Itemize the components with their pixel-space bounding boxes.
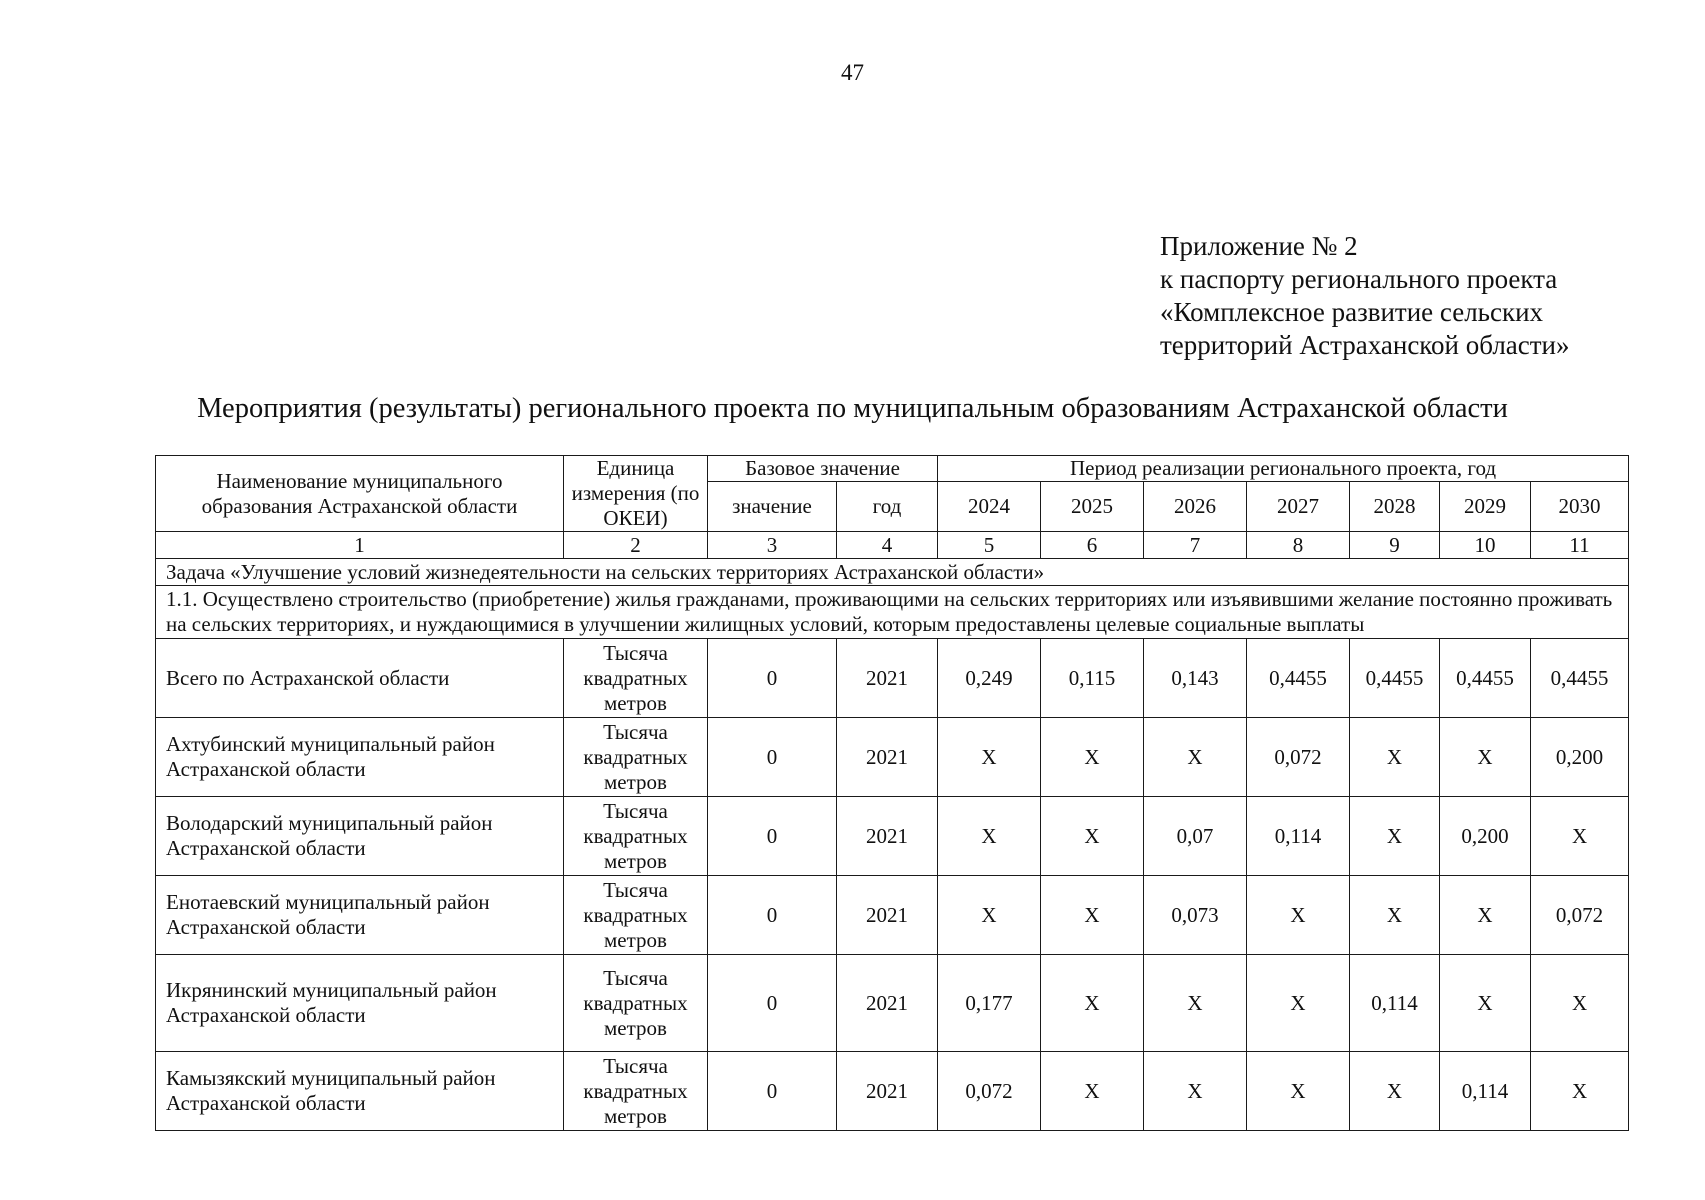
value-cell: X	[1144, 1052, 1247, 1131]
base-value-cell: 0	[708, 718, 837, 797]
appendix-line: территорий Астраханской области»	[1160, 330, 1570, 360]
value-cell: X	[1247, 1052, 1350, 1131]
column-number: 7	[1144, 532, 1247, 559]
document-title: Мероприятия (результаты) регионального проекта по муниципальным образованиям Астраханской области	[197, 393, 1508, 424]
value-cell: X	[1350, 718, 1440, 797]
value-cell: 0,114	[1350, 955, 1440, 1052]
header-year: 2026	[1144, 482, 1247, 532]
value-cell: X	[1350, 1052, 1440, 1131]
base-value-cell: 0	[708, 955, 837, 1052]
header-year: 2024	[938, 482, 1041, 532]
column-number: 8	[1247, 532, 1350, 559]
header-unit: Единица измерения (по ОКЕИ)	[564, 456, 708, 532]
value-cell: X	[1144, 718, 1247, 797]
base-year-cell: 2021	[837, 639, 938, 718]
value-cell: X	[1440, 955, 1531, 1052]
unit-cell: Тысяча квадратных метров	[564, 718, 708, 797]
task-text: Задача «Улучшение условий жизнедеятельности на сельских территориях Астраханской области»	[156, 559, 1629, 586]
unit-cell: Тысяча квадратных метров	[564, 876, 708, 955]
value-cell: X	[938, 718, 1041, 797]
header-row	[156, 456, 1629, 482]
base-year-cell: 2021	[837, 797, 938, 876]
value-cell: X	[1041, 718, 1144, 797]
value-cell: 0,114	[1440, 1052, 1531, 1131]
header-year: 2027	[1247, 482, 1350, 532]
header-year: 2029	[1440, 482, 1531, 532]
base-value-cell: 0	[708, 797, 837, 876]
base-year-cell: 2021	[837, 718, 938, 797]
header-name: Наименование муниципального образования Астраханской области	[156, 456, 564, 532]
task-row	[156, 559, 1629, 586]
appendix-line: Приложение № 2	[1160, 231, 1358, 261]
value-cell: 0,072	[938, 1052, 1041, 1131]
column-number: 1	[156, 532, 564, 559]
results-table	[155, 455, 1629, 1131]
unit-cell: Тысяча квадратных метров	[564, 639, 708, 718]
column-number: 5	[938, 532, 1041, 559]
table-row	[156, 718, 1629, 797]
value-cell: X	[1247, 955, 1350, 1052]
header-year: 2028	[1350, 482, 1440, 532]
value-cell: X	[1144, 955, 1247, 1052]
value-cell: X	[1350, 876, 1440, 955]
value-cell: X	[1440, 876, 1531, 955]
value-cell: 0,4455	[1350, 639, 1440, 718]
table-row	[156, 797, 1629, 876]
value-cell: X	[938, 797, 1041, 876]
column-number: 6	[1041, 532, 1144, 559]
base-year-cell: 2021	[837, 1052, 938, 1131]
header-base-group: Базовое значение	[708, 456, 938, 482]
table-row	[156, 876, 1629, 955]
base-value-cell: 0	[708, 876, 837, 955]
table-row	[156, 1052, 1629, 1131]
value-cell: 0,4455	[1440, 639, 1531, 718]
column-number: 3	[708, 532, 837, 559]
value-cell: X	[1531, 797, 1629, 876]
column-number-row	[156, 532, 1629, 559]
value-cell: X	[1041, 955, 1144, 1052]
base-year-cell: 2021	[837, 955, 938, 1052]
value-cell: X	[1041, 797, 1144, 876]
value-cell: 0,115	[1041, 639, 1144, 718]
value-cell: X	[1531, 1052, 1629, 1131]
header-base-value: значение	[708, 482, 837, 532]
value-cell: X	[1440, 718, 1531, 797]
value-cell: 0,200	[1531, 718, 1629, 797]
value-cell: 0,200	[1440, 797, 1531, 876]
header-year: 2025	[1041, 482, 1144, 532]
value-cell: X	[1350, 797, 1440, 876]
base-year-cell: 2021	[837, 876, 938, 955]
column-number: 4	[837, 532, 938, 559]
appendix-header	[1160, 230, 1570, 362]
column-number: 10	[1440, 532, 1531, 559]
value-cell: 0,4455	[1531, 639, 1629, 718]
municipality-name: Камызякский муниципальный район Астраханской области	[156, 1052, 564, 1131]
value-cell: 0,072	[1247, 718, 1350, 797]
value-cell: 0,143	[1144, 639, 1247, 718]
base-value-cell: 0	[708, 1052, 837, 1131]
table-row	[156, 639, 1629, 718]
appendix-line: «Комплексное развитие сельских	[1160, 297, 1544, 327]
appendix-line: к паспорту регионального проекта	[1160, 264, 1558, 294]
value-cell: X	[1247, 876, 1350, 955]
event-row	[156, 586, 1629, 639]
value-cell: X	[1041, 1052, 1144, 1131]
unit-cell: Тысяча квадратных метров	[564, 1052, 708, 1131]
event-text: 1.1. Осуществлено строительство (приобретение) жилья гражданами, проживающими на сельских территориях или изъявившими желание постоянно проживать на сельских территориях, и нуждающимися в улучшении жилищных условий, которым предоставлены целевые социальные выплаты	[156, 586, 1629, 639]
value-cell: 0,4455	[1247, 639, 1350, 718]
value-cell: 0,07	[1144, 797, 1247, 876]
value-cell: X	[1041, 876, 1144, 955]
column-number: 9	[1350, 532, 1440, 559]
column-number: 2	[564, 532, 708, 559]
table-row	[156, 955, 1629, 1052]
municipality-name: Енотаевский муниципальный район Астраханской области	[156, 876, 564, 955]
municipality-name: Ахтубинский муниципальный район Астраханской области	[156, 718, 564, 797]
value-cell: 0,177	[938, 955, 1041, 1052]
page-number: 47	[841, 60, 864, 85]
column-number: 11	[1531, 532, 1629, 559]
unit-cell: Тысяча квадратных метров	[564, 955, 708, 1052]
header-year: 2030	[1531, 482, 1629, 532]
value-cell: 0,073	[1144, 876, 1247, 955]
municipality-name: Всего по Астраханской области	[156, 639, 564, 718]
value-cell: 0,114	[1247, 797, 1350, 876]
value-cell: X	[1531, 955, 1629, 1052]
municipality-name: Икрянинский муниципальный район Астраханской области	[156, 955, 564, 1052]
header-base-year: год	[837, 482, 938, 532]
value-cell: 0,249	[938, 639, 1041, 718]
unit-cell: Тысяча квадратных метров	[564, 797, 708, 876]
value-cell: 0,072	[1531, 876, 1629, 955]
base-value-cell: 0	[708, 639, 837, 718]
header-period-group: Период реализации регионального проекта, год	[938, 456, 1629, 482]
value-cell: X	[938, 876, 1041, 955]
municipality-name: Володарский муниципальный район Астраханской области	[156, 797, 564, 876]
